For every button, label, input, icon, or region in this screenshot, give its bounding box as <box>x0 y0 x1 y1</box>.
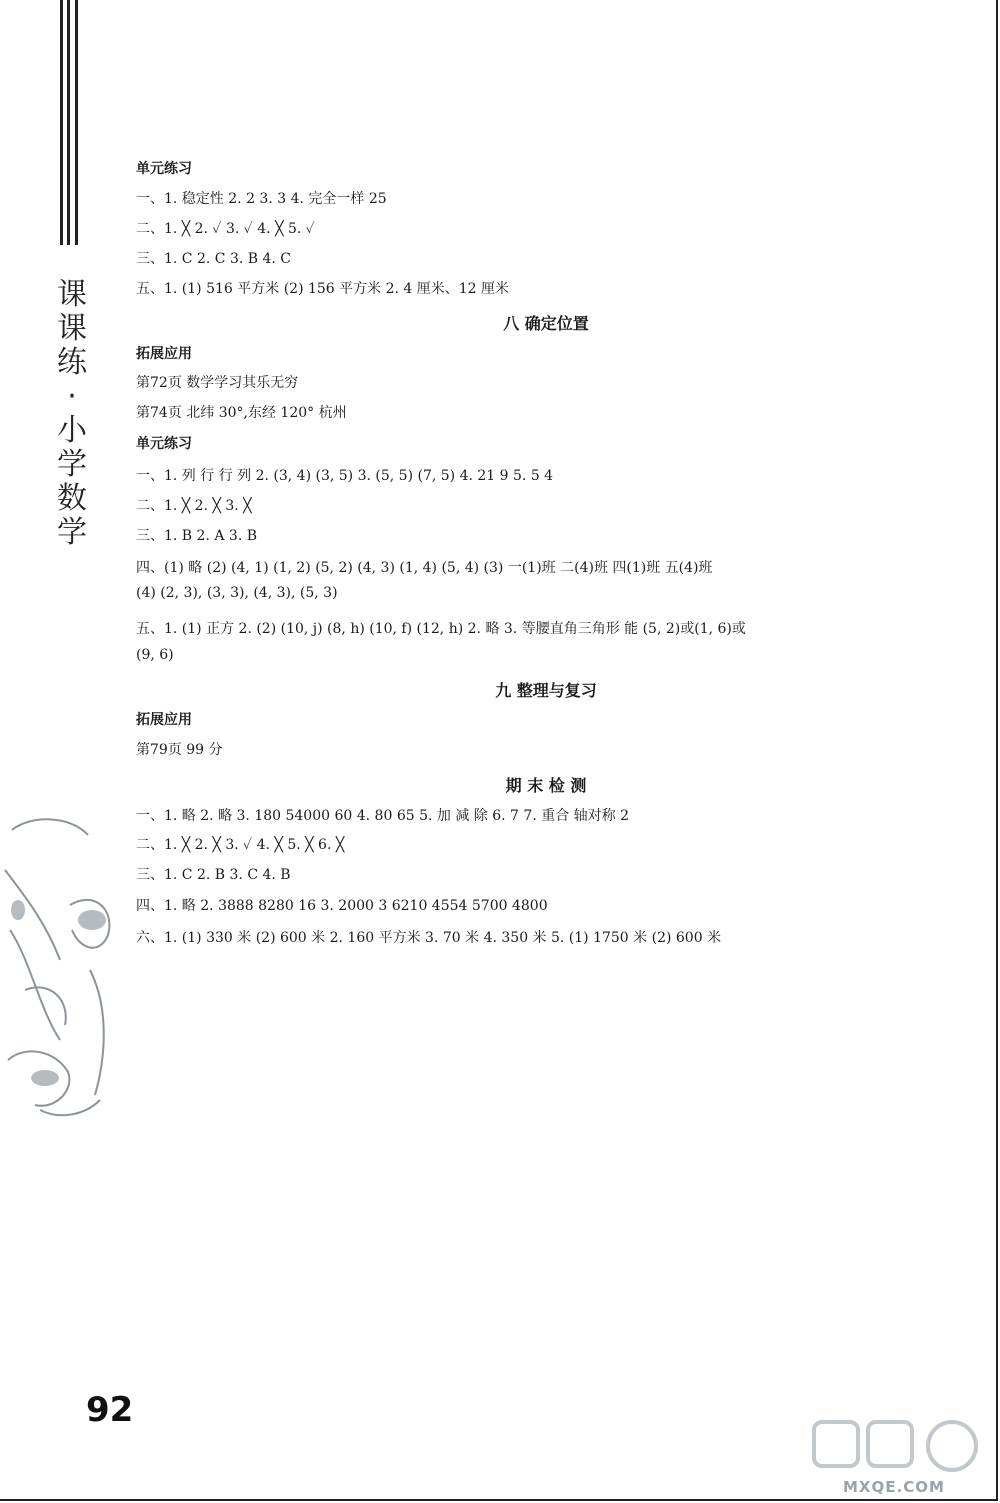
answer-line: 三、1. C 2. B 3. C 4. B <box>136 867 291 883</box>
book-series-title <box>52 278 92 550</box>
answer-line: 第79页 99 分 <box>136 742 223 758</box>
title-char: · <box>67 379 77 414</box>
answer-line: 一、1. 列 行 行 列 2. (3, 4) (3, 5) 3. (5, 5) (7, 5) 4. 21 9 5. 5 4 <box>136 468 554 484</box>
title-char: 数 <box>57 481 87 516</box>
title-char: 课 <box>57 311 87 346</box>
answer-line: 五、1. (1) 516 平方米 (2) 156 平方米 2. 4 厘米、12 厘米 <box>136 281 510 297</box>
watermark-text: MXQE.COM <box>843 1478 945 1496</box>
answer-line: 四、1. 略 2. 3888 8280 16 3. 2000 3 6210 4554 5700 4800 <box>136 898 548 914</box>
decorative-illustration <box>0 810 130 1140</box>
answer-line: (9, 6) <box>136 647 174 663</box>
margin-rule <box>60 0 63 245</box>
answer-line: 一、1. 稳定性 2. 2 3. 3 4. 完全一样 25 <box>136 191 387 207</box>
answer-line: 一、1. 略 2. 略 3. 180 54000 60 4. 80 65 5. 加 减 除 6. 7 7. 重合 轴对称 2 <box>136 808 630 824</box>
margin-rule <box>67 0 70 245</box>
subsection-heading: 拓展应用 <box>136 712 192 728</box>
answer-line: 四、(1) 略 (2) (4, 1) (1, 2) (5, 2) (4, 3) (1, 4) (5, 4) (3) 一(1)班 二(4)班 四(1)班 五(4)班 <box>136 560 713 576</box>
answer-line: 二、1. ╳ 2. ╳ 3. ╳ <box>136 498 252 514</box>
answer-line: 六、1. (1) 330 米 (2) 600 米 2. 160 平方米 3. 70 米 4. 350 米 5. (1) 1750 米 (2) 600 米 <box>136 930 722 946</box>
section-heading: 八 确定位置 <box>503 314 589 333</box>
subsection-heading: 单元练习 <box>136 436 192 452</box>
subsection-heading: 拓展应用 <box>136 346 192 362</box>
answer-line: 第72页 数学学习其乐无穷 <box>136 375 299 391</box>
section-heading: 期 末 检 测 <box>505 776 587 795</box>
answer-line: 三、1. C 2. C 3. B 4. C <box>136 251 292 267</box>
answer-line: 五、1. (1) 正方 2. (2) (10, j) (8, h) (10, f) (12, h) 2. 略 3. 等腰直角三角形 能 (5, 2)或(1, 6)或 <box>136 621 746 637</box>
answer-line: 二、1. ╳ 2. ╳ 3. ✓ 4. ╳ 5. ╳ 6. ╳ <box>136 837 345 853</box>
title-char: 学 <box>57 515 87 550</box>
answer-line: (4) (2, 3), (3, 3), (4, 3), (5, 3) <box>136 585 338 601</box>
margin-rule <box>75 0 78 245</box>
title-char: 练 <box>57 345 87 380</box>
title-char: 学 <box>57 447 87 482</box>
answer-line: 三、1. B 2. A 3. B <box>136 528 258 544</box>
title-char: 小 <box>57 413 87 448</box>
answer-line: 第74页 北纬 30°,东经 120° 杭州 <box>136 405 347 421</box>
answer-line: 二、1. ╳ 2. ✓ 3. ✓ 4. ╳ 5. ✓ <box>136 221 315 237</box>
watermark-logo-icon <box>812 1418 992 1478</box>
subsection-heading: 单元练习 <box>136 161 192 177</box>
title-char: 课 <box>57 277 87 312</box>
section-heading: 九 整理与复习 <box>495 681 597 700</box>
page-number: 92 <box>86 1390 134 1430</box>
